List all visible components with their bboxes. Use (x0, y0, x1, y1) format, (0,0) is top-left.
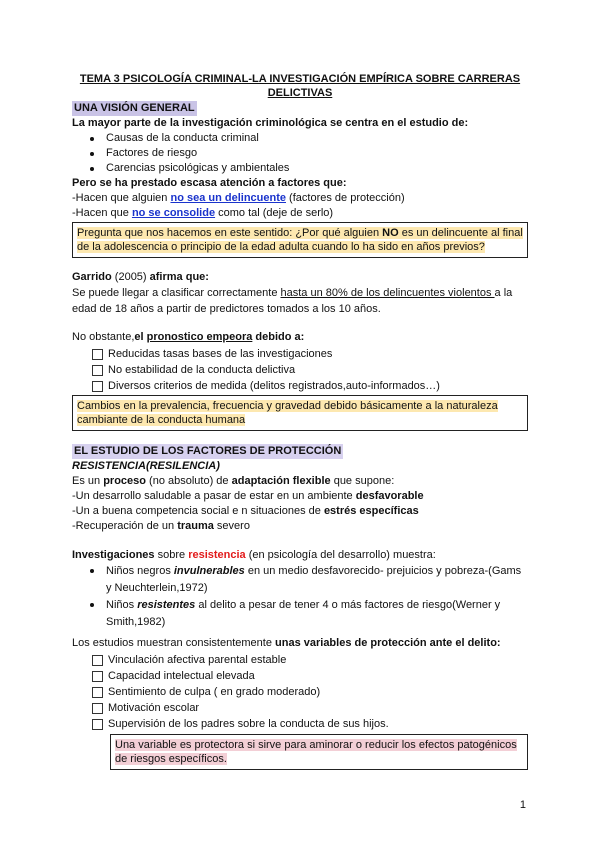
resilience-line-2: -Un a buena competencia social e n situaciones de estrés específicas (72, 505, 419, 517)
section-heading-general: UNA VISIÓN GENERAL (74, 102, 195, 114)
checkbox[interactable] (92, 671, 103, 682)
page-number: 1 (519, 799, 526, 811)
checklist-prognosis (72, 347, 528, 394)
checklist-item[interactable]: Sentimiento de culpa ( en grado moderado) (108, 685, 528, 700)
section-protection (72, 444, 528, 534)
investigations-list (72, 563, 528, 631)
factor-line-1: -Hacen que alguien no sea un delincuente (factores de protección) (72, 192, 405, 204)
checklist-item[interactable]: Reducidas tasas bases de las investigaciones (108, 347, 528, 362)
garrido-paragraph: Garrido (2005) afirma que: Se puede llegar a clasificar correctamente hasta un 80% de los delincuentes violentos a la edad de 18 años a partir de predictores tomados a los 10 años. (72, 271, 513, 315)
highlight-link: no sea un delincuente (170, 192, 286, 204)
checklist-item[interactable]: Diversos criterios de medida (delitos registrados,auto-informados…) (108, 379, 528, 394)
investigations-paragraph: Investigaciones sobre resistencia (en psicología del desarrollo) muestra: Niños negros invulnerables en un medio desfavorecido- prejuicios y pobreza-(Gams y Neuchterlein,1972) Niños resistentes al delito a pesar de tener 4 o más factores de riesgo(Werner y Smith,1982) (72, 548, 528, 631)
subheading-resistencia: RESISTENCIA(RESILENCIA) (72, 460, 220, 472)
checklist-item[interactable]: Supervisión de los padres sobre la conducta de sus hijos. (108, 717, 528, 732)
question-callout: Pregunta que nos hacemos en este sentido: ¿Por qué alguien NO es un delincuente al final de la adolescencia o principio de la edad adulta cuando lo ha sido en años previos? (72, 222, 528, 258)
checkbox[interactable] (92, 381, 103, 392)
checklist-item[interactable]: Capacidad intelectual elevada (108, 669, 528, 684)
checkbox[interactable] (92, 687, 103, 698)
list-item: Factores de riesgo (106, 146, 528, 161)
obstante-paragraph: No obstante,el pronostico empeora debido a: Reducidas tasas bases de las investigaciones No estabilidad de la conducta delictiva Diversos criterios de medida (delitos registrados,auto-informados…) (72, 330, 528, 395)
intro-text: La mayor parte de la investigación criminológica se centra en el estudio de: (72, 117, 469, 129)
causes-list (72, 131, 528, 176)
checklist-protection (72, 653, 528, 732)
checkbox[interactable] (92, 365, 103, 376)
document-title: TEMA 3 PSICOLOGÍA CRIMINAL-LA INVESTIGACIÓN EMPÍRICA SOBRE CARRERAS DELICTIVAS (79, 73, 521, 99)
definition-callout: Una variable es protectora si sirve para aminorar o reducir los efectos patogénicos de riesgos específicos. (110, 734, 528, 770)
section-heading-protection: EL ESTUDIO DE LOS FACTORES DE PROTECCIÓN (74, 445, 342, 457)
list-item: Causas de la conducta criminal (106, 131, 528, 146)
changes-callout: Cambios en la prevalencia, frecuencia y gravedad debido básicamente a la naturaleza cambiante de la conducta humana (72, 395, 528, 431)
attention-line: Pero se ha prestado escasa atención a factores que: (72, 177, 347, 189)
checklist-item[interactable]: Vinculación afectiva parental estable (108, 653, 528, 668)
checklist-item[interactable]: No estabilidad de la conducta delictiva (108, 363, 528, 378)
list-item: Niños resistentes al delito a pesar de tener 4 o más factores de riesgo(Werner y Smith,1982) (106, 597, 528, 631)
checkbox[interactable] (92, 655, 103, 666)
checkbox[interactable] (92, 349, 103, 360)
checkbox[interactable] (92, 703, 103, 714)
resilience-line-1: -Un desarrollo saludable a pasar de estar en un ambiente desfavorable (72, 490, 424, 502)
variables-paragraph: Los estudios muestran consistentemente unas variables de protección ante el delito: Vinculación afectiva parental estable Capacidad intelectual elevada Sentimiento de culpa ( en grado moderado) Motivación escolar Supervisión de los padres sobre la conducta de sus hijos. (72, 636, 528, 733)
process-line: Es un proceso (no absoluto) de adaptación flexible que supone: (72, 475, 395, 487)
checkbox[interactable] (92, 719, 103, 730)
highlight-link: no se consolide (131, 207, 216, 219)
section-general (72, 101, 528, 221)
checklist-item[interactable]: Motivación escolar (108, 701, 528, 716)
factor-line-2: -Hacen que no se consolide como tal (deje de serlo) (72, 207, 334, 219)
list-item: Carencias psicológicas y ambientales (106, 161, 528, 176)
list-item: Niños negros invulnerables en un medio desfavorecido- prejuicios y pobreza-(Gams y Neuchterlein,1972) (106, 563, 528, 597)
resilience-line-3: -Recuperación de un trauma severo (72, 520, 250, 532)
